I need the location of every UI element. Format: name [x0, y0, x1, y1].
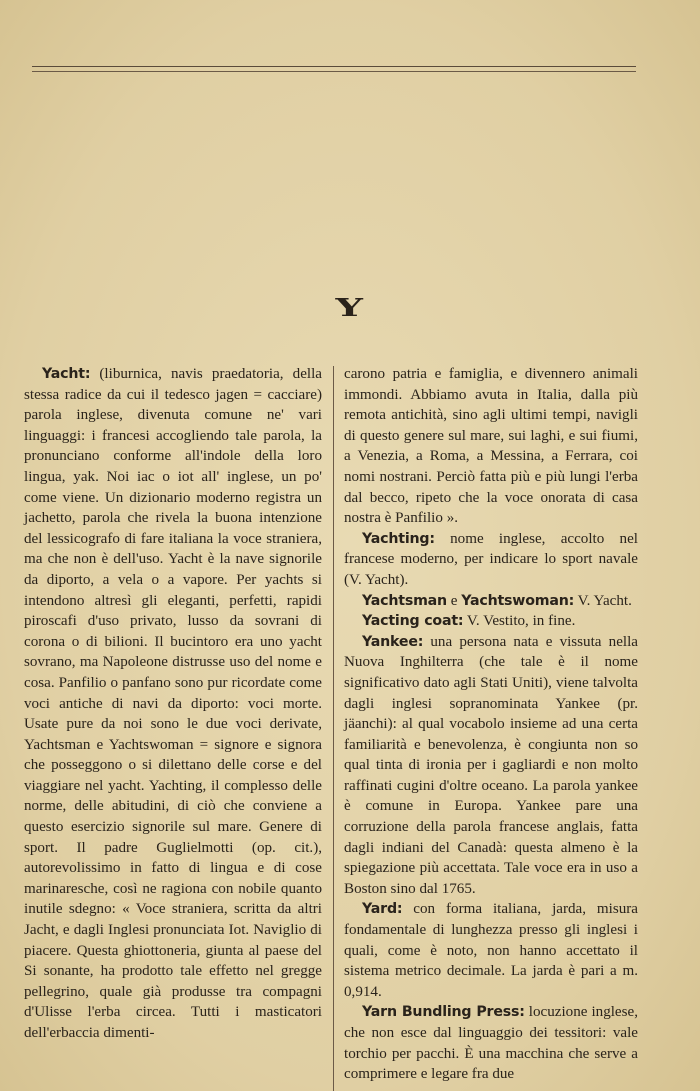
entry-yacht-continued — [344, 364, 638, 529]
entry-yankee — [344, 632, 638, 900]
entry-head-yard: Yard: — [362, 901, 403, 918]
top-rule — [32, 66, 636, 67]
entry-text-yarn-bundling-press: locuzione inglese, che non esce dal linguaggio dei tessitori: vale torchio per pacchi. È una macchina che serve a comprimere e legare fra due — [344, 1004, 638, 1083]
entry-head-yachtsman: Yachtsman — [362, 592, 447, 609]
section-letter: Y — [335, 293, 365, 322]
entry-text-yacht-continued: carono patria e famiglia, e divennero animali immondi. Abbiamo avuta in Italia, dalla più remota antichità, sino agli ultimi tempi, navigli di questo genere sul mare, sui laghi, e sui fiumi, a Venezia, a Roma, a Messina, a Ferrara, coi nomi nostrani. Perciò fatta più e più lungi l'erba dal becco, ripeto che la voce onorata di casa nostra è Panfilio ». — [344, 366, 638, 527]
entry-yachtsman — [344, 591, 638, 612]
entry-text-yankee: una persona nata e vissuta nella Nuova Inghilterra (che tale è il nome significativo dato agli Stati Uniti), viene talvolta dagli inglesi sopranominata Yankee (pr. jäanchi): al qual vocabolo insieme ad una certa familiarità e benevolenza, è congiunta non so qual tinta di ironia per i gagliardi e non molto raffinati cugini d'oltre oceano. La parola yankee è comune in Europa. Yankee pare una corruzione della parola francese anglais, fatta dagli indiani del Canadà: questa almeno è la spiegazione più accettata. Tale voce era in uso a Boston sino dal 1765. — [344, 633, 638, 897]
right-column — [344, 364, 638, 1085]
entry-yacht — [24, 364, 322, 1044]
entry-text-yacting-coat: V. Vestito, in fine. — [466, 613, 576, 630]
entry-conj-yachtsman: e — [450, 592, 458, 609]
entry-text-yard: con forma italiana, jarda, misura fondamentale di lunghezza presso gli inglesi i quali, come è noto, non hanno accettato il sistema metrico decimale. La jarda è pari a m. 0,914. — [344, 901, 638, 1000]
entry-head-yachtswoman: Yachtswoman: — [461, 592, 575, 609]
top-rule-secondary — [32, 71, 636, 72]
entry-yacting-coat — [344, 611, 638, 632]
entry-head-yankee: Yankee: — [362, 633, 424, 650]
entry-text-yacht: (liburnica, navis praedatoria, della stessa radice da cui il tedesco jagen = cacciare) parola inglese, divenuta comune ne' vari linguaggi: i francesi accogliendo tale parola, la pronunciano conforme all'indole della loro lingua, yak. Noi iac o iot all' inglese, un po' come viene. Un dizionario moderno registra un jachetto, parola che rivela la buona intenzione del lessicografo di fare italiana la voce straniera, ma che non è dell'uso. Yacht è la nave signorile da diporto, a vela o a vapore. Per yachts si intendono altresì gli eleganti, perfetti, rapidi piroscafi d'uso privato, lusso da sovrani di corona o di bilioni. Il bucintoro era uno yacht sovrano, ma Napoleone distrusse uso del nome e cosa. Panfilio o panfano sono pur ricordate come voci antiche di navi da diporto: voci morte. Usate pure da noi sono le due voci derivate, Yachtsman e Yachtswoman = signore e signora che posseggono o si dilettano delle corse e del viaggiare nel yacht. Yachting, il complesso delle norme, delle abitudini, di ciò che conviene a questo esercizio signorile sul mare. Genere di sport. Il padre Guglielmotti (op. cit.), autorevolissimo in fatto di lingua e di cose marinaresche, così ne ragiona con nobile quanto inutile sdegno: « Voce straniera, scritta da altri Jacht, e dagli Inglesi pronunciata Iot. Naviglio di piacere. Questa ghiottoneria, giunta al paese del Si sonante, ha prodotto tale effetto nel gregge pellegrino, quale già produsse tra compagni d'Ulisse l'erba circea. Tutti i masticatori dell'erbaccia dimenti- — [24, 366, 322, 1041]
entry-head-yarn-bundling-press: Yarn Bundling Press: — [362, 1004, 525, 1021]
entry-head-yacht: Yacht: — [42, 366, 91, 382]
entry-yard — [344, 899, 638, 1002]
entry-yachting — [344, 529, 638, 591]
entry-text-yachtsman: V. Yacht. — [577, 592, 632, 609]
entry-yarn-bundling-press — [344, 1002, 638, 1084]
left-column — [24, 364, 322, 1044]
entry-head-yachting: Yachting: — [362, 530, 435, 547]
entry-text-yachting: nome inglese, accolto nel francese moderno, per indicare lo sport navale (V. Yacht). — [344, 530, 638, 588]
column-divider — [333, 366, 334, 1091]
entry-head-yacting-coat: Yacting coat: — [362, 613, 464, 630]
